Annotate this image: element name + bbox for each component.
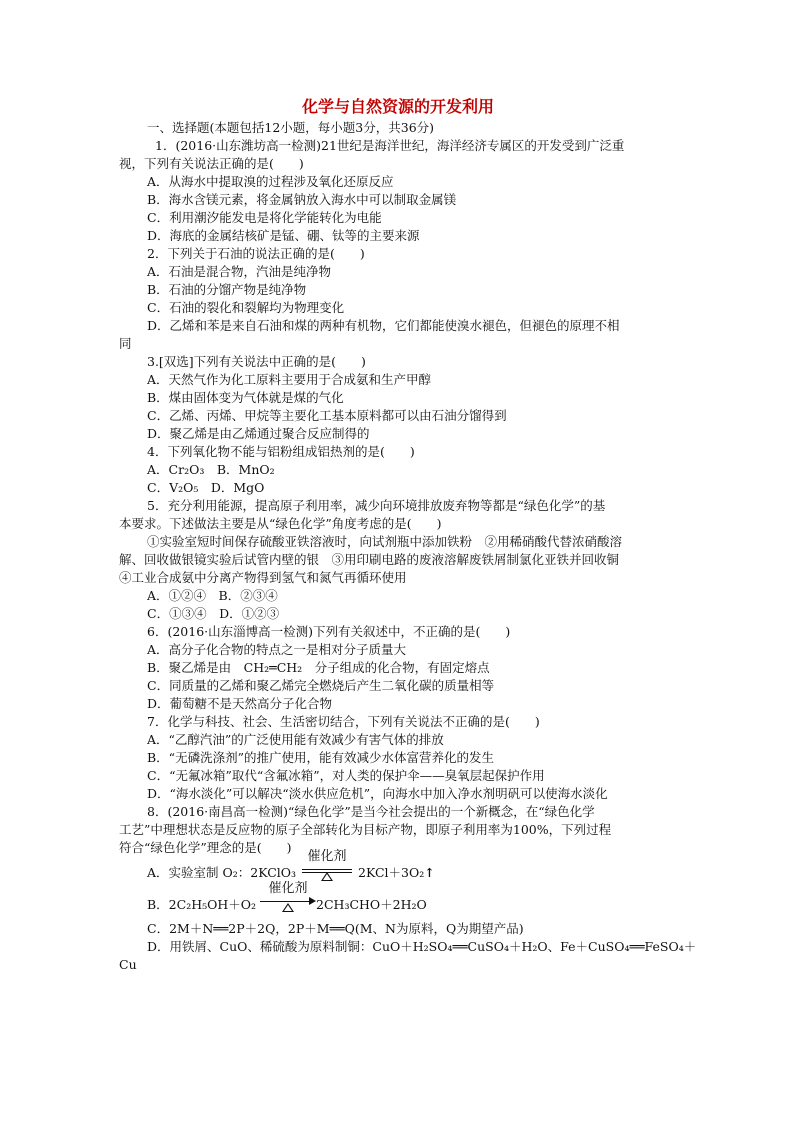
question-1-stem: 1．(2016·山东潍坊高一检测)21世纪是海洋世纪，海洋经济专属区的开发受到广泛重 bbox=[155, 138, 625, 153]
catalyst-heat-arrow bbox=[260, 880, 316, 913]
question-2-option-b: B．石油的分馏产物是纯净物 bbox=[147, 282, 307, 297]
question-7-option-c: C．“无氟冰箱”取代“含氟冰箱”，对人类的保护伞——臭氧层起保护作用 bbox=[147, 768, 545, 783]
question-5-statement-1: ①实验室短时间保存硫酸亚铁溶液时，向试剂瓶中添加铁粉 ②用稀硝酸代替浓硝酸溶 bbox=[147, 534, 623, 549]
question-6-option-c: C．同质量的乙烯和聚乙烯完全燃烧后产生二氧化碳的质量相等 bbox=[147, 678, 495, 693]
section-heading: 一、选择题(本题包括12小题，每小题3分，共36分) bbox=[147, 120, 435, 135]
question-6-option-b: B．聚乙烯是由 CH₂═CH₂ 分子组成的化合物，有固定熔点 bbox=[147, 660, 490, 675]
question-2-option-a: A．石油是混合物，汽油是纯净物 bbox=[147, 264, 332, 279]
question-7-option-d: D．“海水淡化”可以解决“淡水供应危机”，向海水中加入净水剂明矾可以使海水淡化 bbox=[147, 786, 608, 801]
question-3-option-c: C．乙烯、丙烯、甲烷等主要化工基本原料都可以由石油分馏得到 bbox=[147, 408, 507, 423]
question-2-option-c: C．石油的裂化和裂解均为物理变化 bbox=[147, 300, 345, 315]
question-6-option-a: A．高分子化合物的特点之一是相对分子质量大 bbox=[147, 642, 407, 657]
question-5-stem-cont: 本要求。下述做法主要是从“绿色化学”角度考虑的是( ) bbox=[119, 516, 442, 531]
question-8-stem-cont-1: 工艺”中理想状态是反应物的原子全部转化为目标产物，即原子利用率为100%，下列过程 bbox=[119, 822, 612, 837]
question-4-options-ab: A．Cr₂O₃ B．MnO₂ bbox=[147, 462, 275, 477]
heat-triangle-icon bbox=[282, 903, 294, 912]
option-a-products: 2KCl＋3O₂ bbox=[358, 865, 425, 880]
question-1-stem-cont: 视，下列有关说法正确的是( ) bbox=[119, 156, 304, 171]
question-1-option-a: A．从海水中提取溴的过程涉及氧化还原反应 bbox=[147, 174, 394, 189]
question-1-option-c: C．利用潮汐能发电是将化学能转化为电能 bbox=[147, 210, 382, 225]
question-7-stem: 7．化学与科技、社会、生活密切结合，下列有关说法不正确的是( ) bbox=[147, 714, 540, 729]
option-a-reactants: A．实验室制 O₂：2KClO₃ bbox=[147, 865, 297, 880]
question-6-stem: 6．(2016·山东淄博高一检测)下列有关叙述中，不正确的是( ) bbox=[147, 624, 511, 639]
catalyst-label: 催化剂 bbox=[307, 848, 347, 864]
question-8-option-d-cont: Cu bbox=[119, 957, 137, 972]
question-7-option-b: B．“无磷洗涤剂”的推广使用，能有效减少水体富营养化的发生 bbox=[147, 750, 494, 765]
catalyst-label: 催化剂 bbox=[268, 880, 308, 896]
question-2-stem: 2．下列关于石油的说法正确的是( ) bbox=[147, 246, 365, 261]
question-7-option-a: A．“乙醇汽油”的广泛使用能有效减少有害气体的排放 bbox=[147, 732, 444, 747]
question-8-option-c: C．2M＋N══2P＋2Q，2P＋M══Q(M、N为原料，Q为期望产品) bbox=[147, 921, 524, 936]
question-3-option-b: B．煤由固体变为气体就是煤的气化 bbox=[147, 390, 344, 405]
question-1-option-b: B．海水含镁元素，将金属钠放入海水中可以制取金属镁 bbox=[147, 192, 457, 207]
question-5-stem: 5．充分利用能源，提高原子利用率，减少向环境排放废弃物等都是“绿色化学”的基 bbox=[147, 498, 606, 513]
question-8-stem: 8．(2016·南昌高一检测)“绿色化学”是当今社会提出的一个新概念，在“绿色化学 bbox=[147, 804, 595, 819]
question-3-option-d: D．聚乙烯是由乙烯通过聚合反应制得的 bbox=[147, 426, 370, 441]
heat-triangle-icon bbox=[321, 872, 333, 881]
question-5-statement-3: ④工业合成氨中分离产物得到氢气和氮气再循环使用 bbox=[119, 570, 407, 585]
option-b-reactants: B．2C₂H₅OH＋O₂ bbox=[147, 897, 257, 912]
gas-up-arrow-icon: ↑ bbox=[424, 865, 435, 880]
question-8-option-b bbox=[119, 880, 677, 920]
question-8-option-a bbox=[119, 848, 677, 889]
question-3-stem: 3.[双选]下列有关说法中正确的是( ) bbox=[147, 354, 366, 369]
question-6-option-d: D．葡萄糖不是天然高分子化合物 bbox=[147, 696, 333, 711]
catalyst-heat-equals-sign bbox=[302, 848, 352, 881]
question-4-options-cd: C．V₂O₅ D．MgO bbox=[147, 480, 265, 495]
page-title: 化学与自然资源的开发利用 bbox=[301, 97, 494, 116]
question-4-stem: 4．下列氧化物不能与铝粉组成铝热剂的是( ) bbox=[147, 444, 415, 459]
question-5-statement-2: 解、回收做银镜实验后试管内壁的银 ③用印刷电路的废液溶解废铁屑制氯化亚铁并回收铜 bbox=[119, 552, 620, 567]
question-5-options-cd: C．①③④ D．①②③ bbox=[147, 606, 280, 621]
question-2-option-d-cont: 同 bbox=[119, 336, 132, 351]
question-8-stem-cont-2: 符合“绿色化学”理念的是( ) bbox=[119, 840, 292, 855]
question-3-option-a: A．天然气作为化工原料主要用于合成氨和生产甲醇 bbox=[147, 372, 432, 387]
document-page bbox=[119, 96, 697, 974]
question-1-option-d: D．海底的金属结核矿是锰、硼、钛等的主要来源 bbox=[147, 228, 420, 243]
question-5-options-ab: A．①②④ B．②③④ bbox=[147, 588, 278, 603]
question-2-option-d: D．乙烯和苯是来自石油和煤的两种有机物，它们都能使溴水褪色，但褪色的原理不相 bbox=[147, 318, 620, 333]
question-8-option-d: D．用铁屑、CuO、稀硫酸为原料制铜：CuO＋H₂SO₄══CuSO₄＋H₂O、Fe＋CuSO₄══FeSO₄＋ bbox=[147, 939, 697, 954]
option-b-products: 2CH₃CHO＋2H₂O bbox=[316, 897, 427, 912]
